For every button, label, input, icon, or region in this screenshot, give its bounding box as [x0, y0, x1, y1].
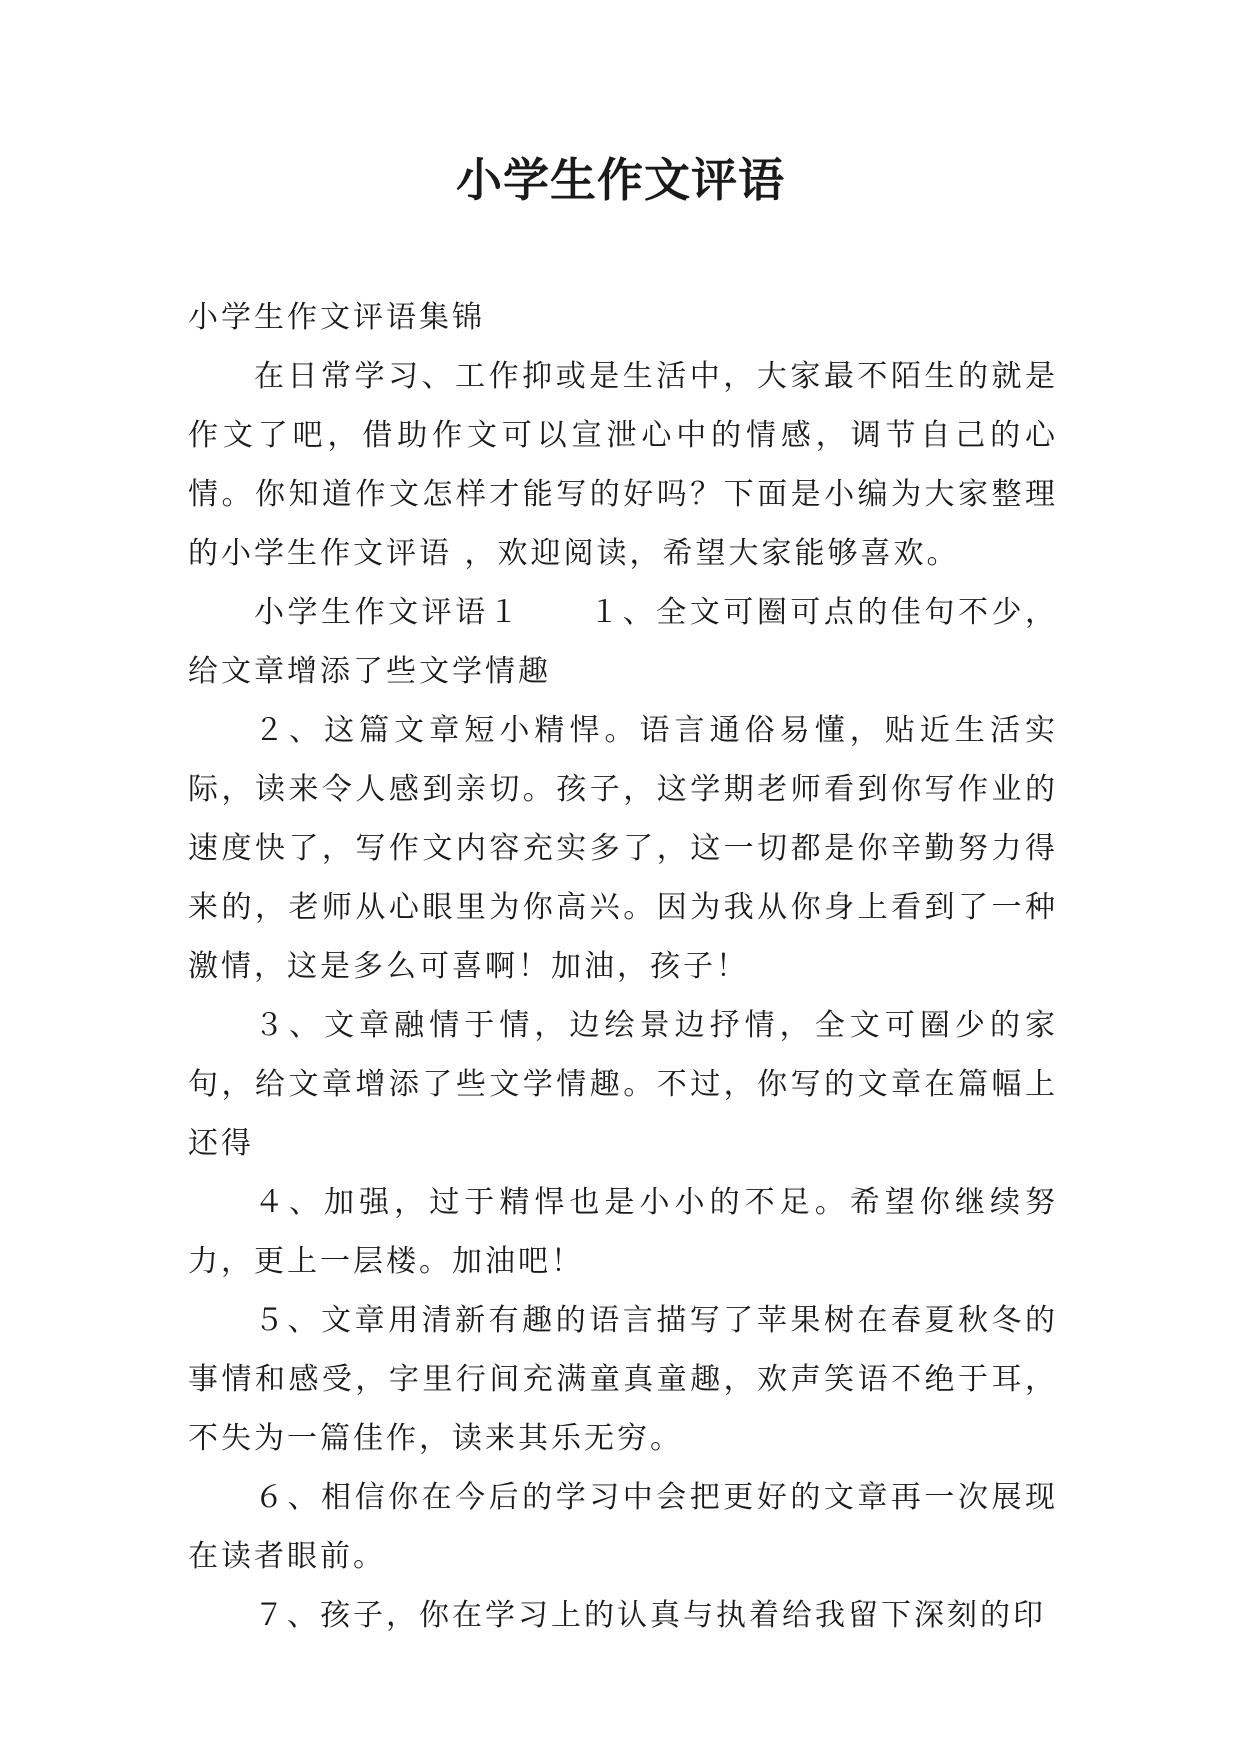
- comment-paragraph-5: ５、文章用清新有趣的语言描写了苹果树在春夏秋冬的事情和感受，字里行间充满童真童趣，欢声笑语不绝于耳，不失为一篇佳作，读来其乐无穷。: [188, 1303, 1058, 1456]
- comment-paragraph-2: ２、这篇文章短小精悍。语言通俗易懂，贴近生活实际，读来令人感到亲切。孩子，这学期老师看到你写作业的速度快了，写作文内容充实多了，这一切都是你辛勤努力得来的，老师从心眼里为你高兴。因为我从你身上看到了一种激情，这是多么可喜啊！加油，孩子！: [188, 713, 1058, 984]
- subtitle-paragraph: 小学生作文评语集锦: [188, 300, 485, 335]
- comment-paragraph-4: ４、加强，过于精悍也是小小的不足。希望你继续努力，更上一层楼。加油吧！: [188, 1185, 1058, 1279]
- comment-paragraph-7: ７、孩子，你在学习上的认真与执着给我留下深刻的印: [254, 1598, 1046, 1633]
- comment-paragraph-3: ３、文章融情于情，边绘景边抒情，全文可圈少的家句，给文章增添了些文学情趣。不过，你写的文章在篇幅上还得: [188, 1008, 1058, 1161]
- comment-paragraph-1: 小学生作文评语１ １、全文可圈可点的佳句不少，给文章增添了些文学情趣: [188, 595, 1058, 689]
- document-title: 小学生作文评语: [456, 153, 785, 207]
- document-body: [188, 288, 1058, 1645]
- intro-paragraph: 在日常学习、工作抑或是生活中，大家最不陌生的就是作文了吧，借助作文可以宣泄心中的情感，调节自己的心情。你知道作文怎样才能写的好吗？下面是小编为大家整理的小学生作文评语 ，欢迎阅读，希望大家能够喜欢。: [188, 359, 1058, 571]
- comment-paragraph-6: ６、相信你在今后的学习中会把更好的文章再一次展现在读者眼前。: [188, 1480, 1058, 1574]
